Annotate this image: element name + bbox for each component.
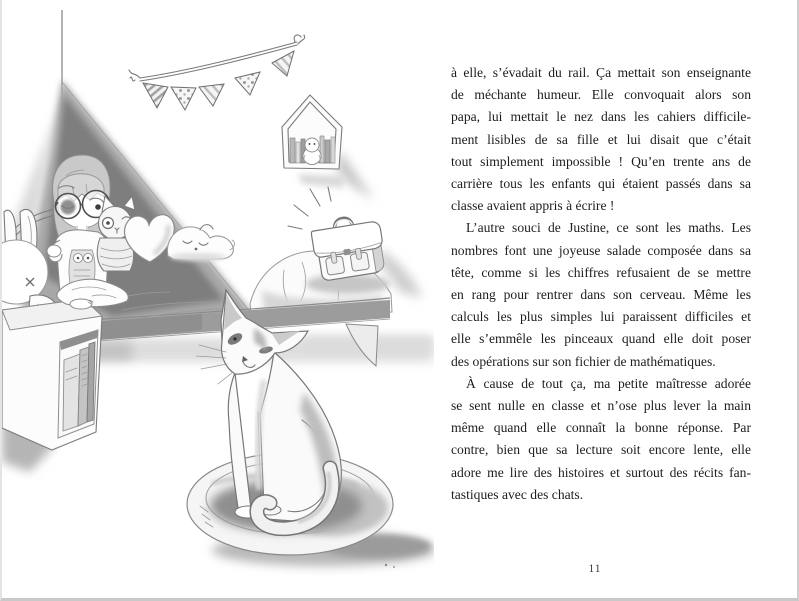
page-number: 11: [588, 563, 602, 575]
text-line: tout simplement impossible ! Qu’en trente ans de: [451, 153, 751, 169]
paragraph: [451, 373, 751, 506]
girl-eye-open: [95, 204, 101, 210]
sparkle-rays: [288, 187, 331, 229]
text-line: de méchante humeur. Elle convoquait alors son: [451, 87, 751, 103]
text-line: tête, comme si les chiffres refusaient de se mettre: [451, 264, 751, 280]
shelf-bird-figure: [303, 138, 321, 165]
pennant-flag: [199, 84, 224, 106]
text-line: tastiques avec des chats.: [451, 486, 584, 502]
paragraph: [451, 62, 751, 217]
text-line: en rang pour rentrer dans son cerveau. Même les: [451, 287, 751, 303]
text-line: L’autre souci de Justine, ce sont les maths. Les: [466, 220, 751, 236]
school-bag: [288, 187, 422, 298]
garland-tie-left: [129, 70, 140, 81]
text-line: papa, lui mettait le nez dans les cahiers difficile-: [451, 109, 751, 125]
girl-hand: [47, 245, 61, 257]
pennant-flag: [171, 87, 196, 110]
text-line: calculs les plus simples lui paraissent difficiles et: [451, 309, 751, 325]
text-line: contre, bien que sa lecture soit encore lente, elle: [451, 442, 751, 458]
bag-clasp: [343, 249, 351, 256]
pennant-flag: [235, 72, 260, 95]
text-line: carrière tous les enfants qui étaient passés dans sa: [451, 176, 751, 192]
text-line: adore me lire des histoires et surtout des récits fan-: [451, 464, 751, 480]
text-line: nombres font une joyeuse salade composée dans sa: [451, 242, 751, 258]
pennant-flag: [272, 51, 294, 76]
pencil-dot: [393, 566, 395, 568]
puppy-nose: [195, 248, 198, 251]
text-line: à elle, s’évadait du rail. Ça mettait son enseignante: [451, 65, 751, 80]
bedroom-illustration: [2, 0, 434, 601]
text-line: elle s’emmêle les pinceaux quand elle doit poser: [451, 331, 751, 347]
text-line: se sent nulle en classe et n’ose plus lever la main: [451, 398, 751, 414]
text-line: ment lisibles de sa fille et lui disait que c’était: [451, 131, 751, 147]
text-column: [451, 62, 751, 506]
pennant-garland: [129, 35, 305, 110]
house-shelf-shadow: [336, 150, 374, 200]
text-line: classe avaient appris à écrire !: [451, 198, 615, 214]
pennant-flag: [143, 83, 168, 108]
house-shelf: [282, 95, 374, 200]
puppy-ear: [200, 225, 213, 230]
girl-foot: [70, 299, 92, 309]
nightstand-shelf: [2, 299, 102, 472]
paragraph: [451, 217, 751, 372]
text-line: des opérations sur son fichier de mathématiques.: [451, 353, 716, 369]
text-line: À cause de tout ça, ma petite maîtresse adorée: [466, 375, 751, 391]
pencil-dot: [385, 564, 387, 566]
text-line: même quand elle connaît la bonne réponse. Par: [451, 420, 751, 436]
